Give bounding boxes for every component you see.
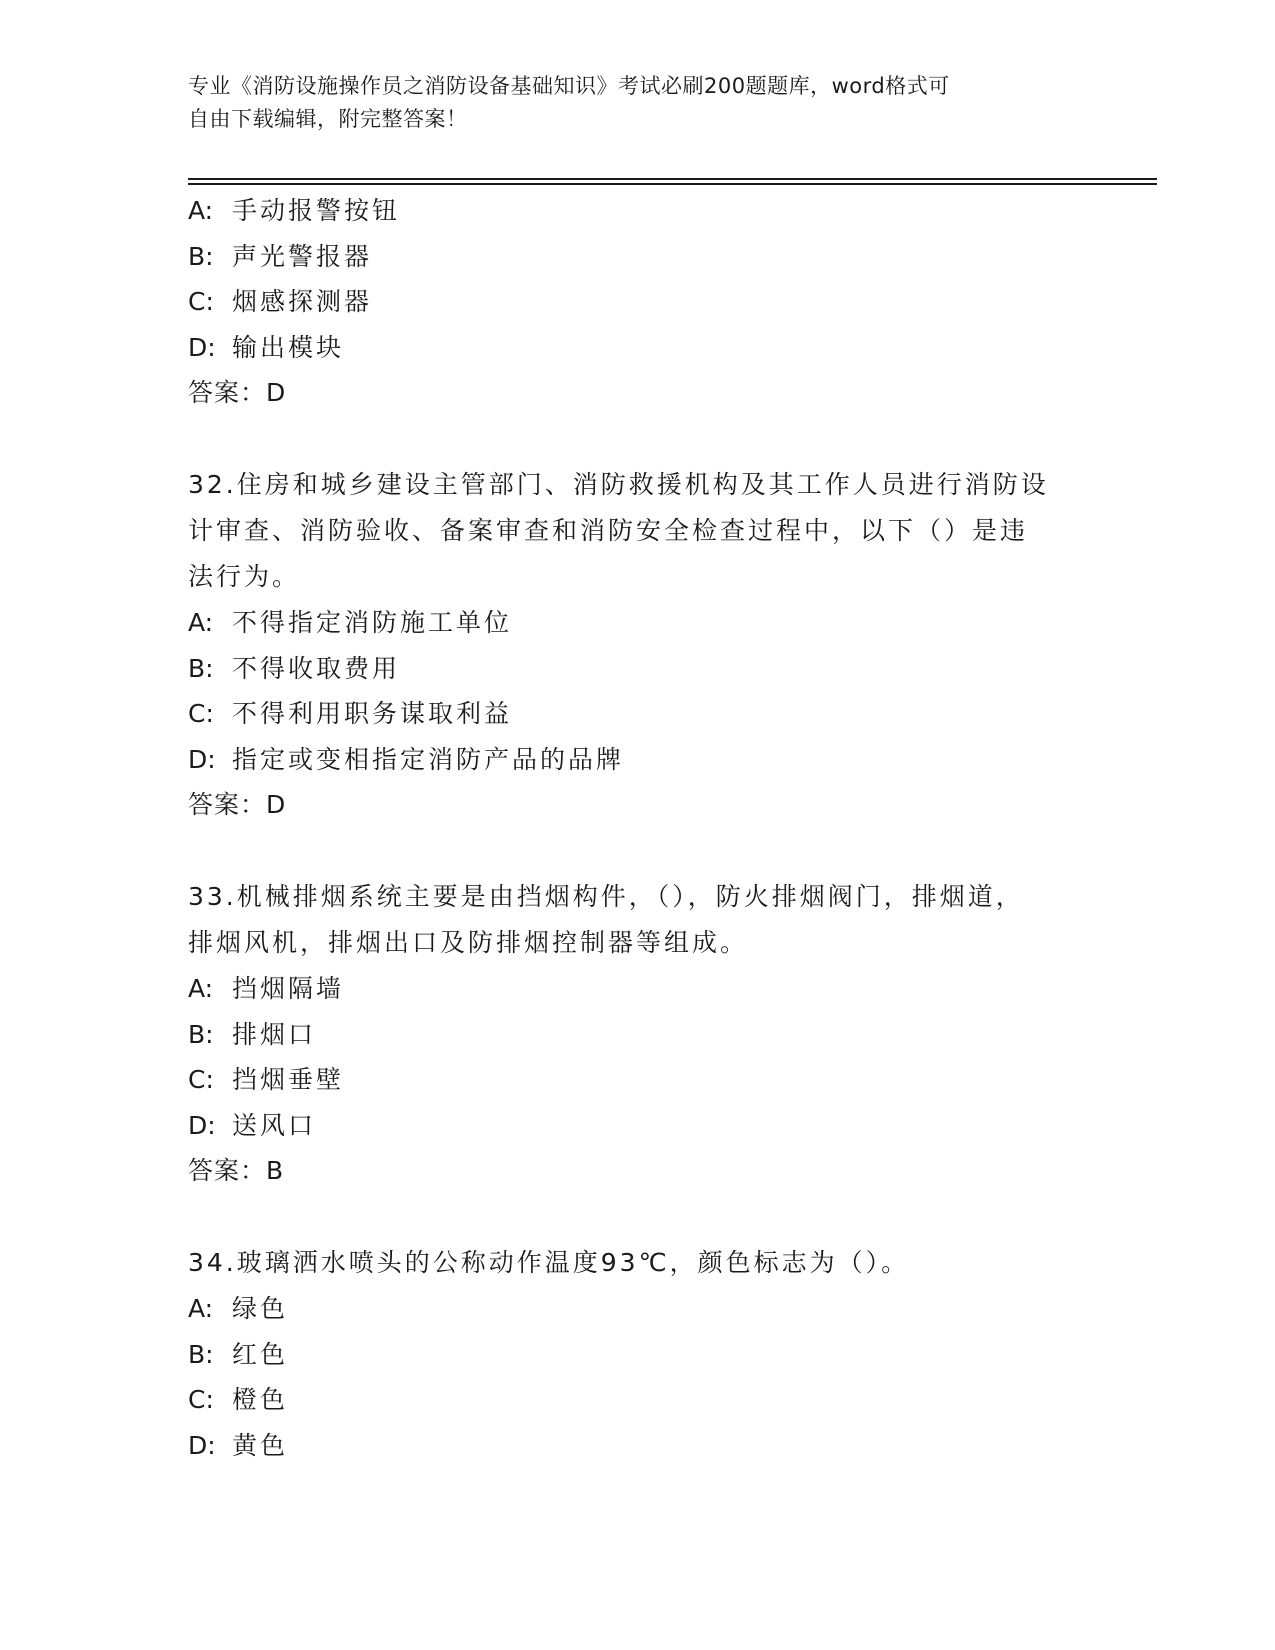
option-d: D: 指定或变相指定消防产品的品牌 (188, 744, 625, 774)
option-d: D: 黄色 (188, 1430, 289, 1460)
header-line-1: 专业《消防设施操作员之消防设备基础知识》考试必刷200题题库，word格式可 (188, 74, 950, 98)
question-text: 32.住房和城乡建设主管部门、消防救援机构及其工作人员进行消防设 计审查、消防验收、备案审查和消防安全检查过程中，以下（）是违 法行为。 (188, 470, 1049, 591)
answer-line: 答案：D (188, 378, 287, 407)
question-34 (188, 1240, 1088, 1468)
question-33 (188, 874, 1088, 1194)
answer-line: 答案：D (188, 790, 287, 819)
question-32 (188, 462, 1088, 828)
option-b: B: 排烟口 (188, 1019, 317, 1049)
option-c: C: 不得利用职务谋取利益 (188, 699, 513, 728)
option-d: D: 输出模块 (188, 332, 345, 362)
header-line-2: 自由下载编辑，附完整答案！ (188, 107, 468, 131)
option-c: C: 橙色 (188, 1385, 289, 1414)
spacer (188, 828, 1088, 874)
spacer (188, 416, 1088, 462)
question-31-partial (188, 188, 1088, 416)
option-b: B: 红色 (188, 1339, 289, 1369)
option-b: B: 声光警报器 (188, 241, 373, 271)
option-b: B: 不得收取费用 (188, 653, 401, 683)
option-a: A: 绿色 (188, 1294, 289, 1323)
question-text: 34.玻璃洒水喷头的公称动作温度93℃，颜色标志为（）。 (188, 1248, 910, 1277)
spacer (188, 1194, 1088, 1240)
option-a: A: 手动报警按钮 (188, 196, 401, 225)
document-header (188, 70, 1068, 136)
answer-line: 答案：B (188, 1156, 285, 1185)
option-c: C: 烟感探测器 (188, 287, 373, 316)
question-text: 33.机械排烟系统主要是由挡烟构件，（），防火排烟阀门，排烟道， 排烟风机，排烟出口及防排烟控制器等组成。 (188, 882, 1024, 957)
option-c: C: 挡烟垂壁 (188, 1065, 345, 1094)
option-a: A: 不得指定消防施工单位 (188, 608, 513, 637)
header-divider-top (188, 178, 1157, 180)
question-content (188, 188, 1088, 1468)
header-divider-bottom (188, 183, 1157, 185)
option-d: D: 送风口 (188, 1110, 317, 1140)
option-a: A: 挡烟隔墙 (188, 974, 345, 1003)
